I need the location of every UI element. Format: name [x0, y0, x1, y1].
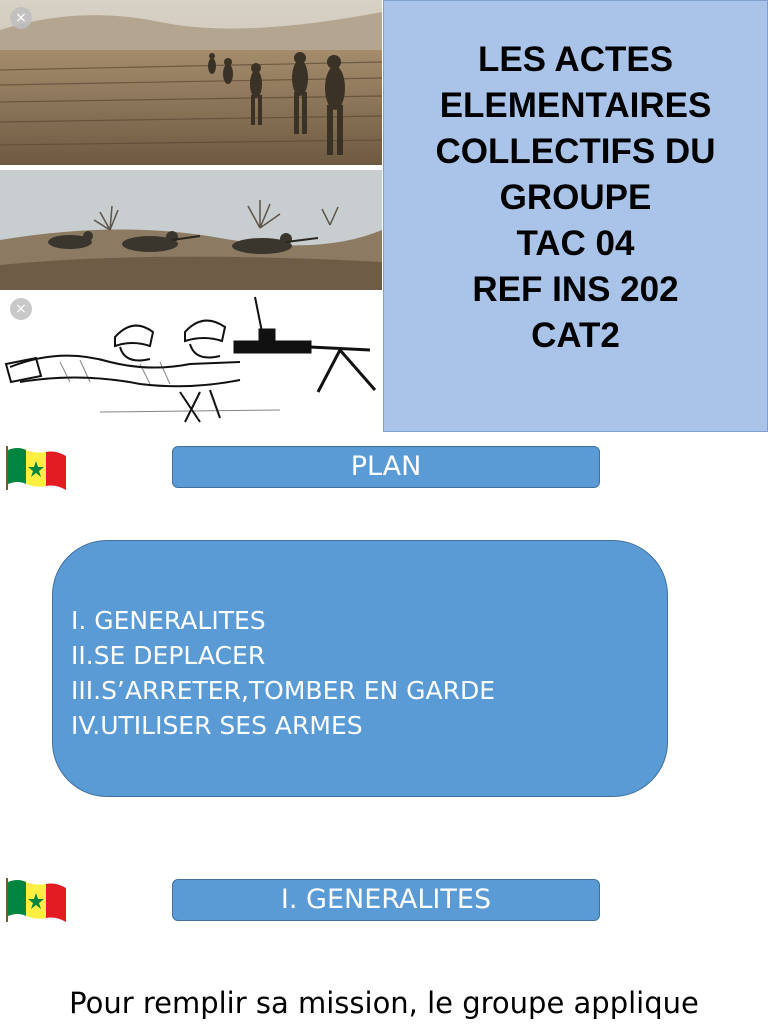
senegal-flag-icon	[6, 876, 68, 922]
plan-item: II.SE DEPLACER	[71, 641, 266, 670]
senegal-flag-icon	[6, 444, 68, 490]
title-box	[383, 0, 768, 432]
title-line: GROUPE	[499, 178, 652, 217]
title-line: REF INS 202	[472, 270, 679, 309]
plan-item: IV.UTILISER SES ARMES	[71, 711, 363, 740]
title-line: COLLECTIFS DU	[435, 132, 716, 171]
title-line: LES ACTES	[477, 40, 674, 79]
soldiers-patrol-photo	[0, 0, 382, 165]
plan-item: III.S’ARRETER,TOMBER EN GARDE	[71, 676, 496, 705]
close-icon[interactable]: ×	[10, 298, 32, 320]
section-generalites-header: I. GENERALITES	[172, 879, 600, 921]
plan-header: PLAN	[172, 446, 600, 488]
machine-gun-team-sketch	[0, 292, 382, 432]
intro-paragraph: Pour remplir sa mission, le groupe applique	[69, 986, 699, 1020]
plan-item: I. GENERALITES	[71, 606, 266, 635]
close-icon[interactable]: ×	[10, 7, 32, 29]
title-line: ELEMENTAIRES	[439, 86, 712, 125]
title-line: TAC 04	[516, 224, 635, 263]
soldiers-prone-photo	[0, 170, 382, 290]
plan-list	[52, 540, 668, 797]
title-line: CAT2	[531, 316, 620, 355]
